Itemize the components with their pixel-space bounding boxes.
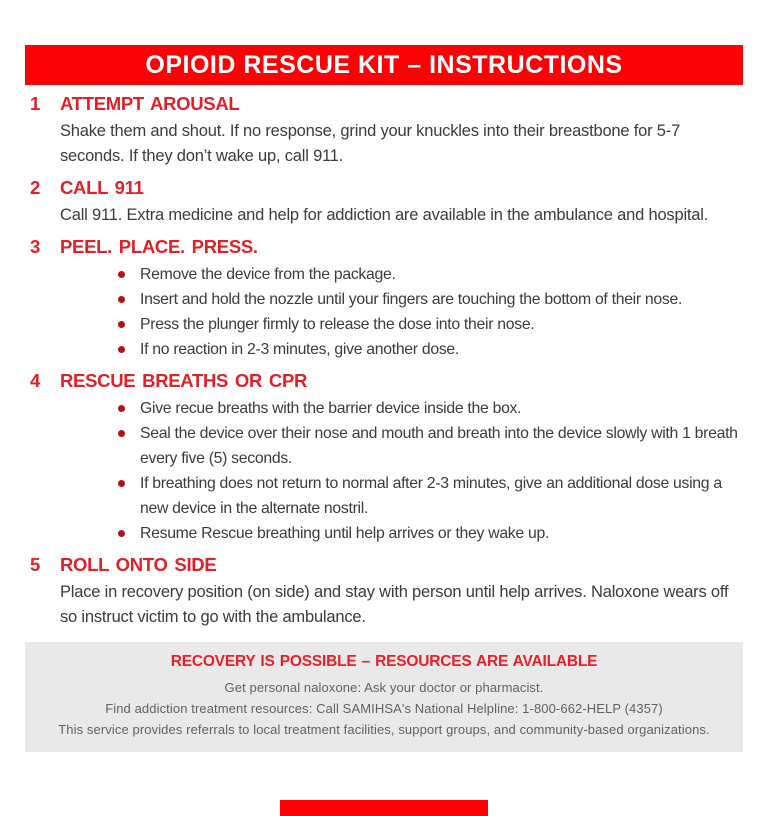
bullet-item <box>118 287 738 312</box>
resources-line: This service provides referrals to local treatment facilities, support groups, and community-based organizations. <box>58 722 710 737</box>
section-number: 5 <box>30 554 40 575</box>
bullet-item <box>118 421 738 471</box>
section-title: CALL 911 <box>60 177 144 198</box>
bullet-item-text: Give recue breaths with the barrier device inside the box. <box>140 400 522 417</box>
bullet-item-text: If breathing does not return to normal after 2-3 minutes, give an additional dose using a new device in the alternate nostril. <box>140 475 722 517</box>
bullet-item <box>118 521 738 546</box>
section-number: 4 <box>30 370 40 391</box>
document-title: OPIOID RESCUE KIT – INSTRUCTIONS <box>145 50 623 79</box>
bullet-icon <box>118 271 125 278</box>
bullet-icon <box>118 405 125 412</box>
section-heading <box>30 237 738 256</box>
resources-line: Find addiction treatment resources: Call SAMIHSA's National Helpline: 1-800-662-HELP (4357) <box>105 701 663 716</box>
section-rescue-breaths-or-cpr <box>30 371 738 546</box>
next-page-banner-sliver <box>280 800 488 816</box>
bullet-icon <box>118 296 125 303</box>
section-paragraph: Call 911. Extra medicine and help for addiction are available in the ambulance and hospital. <box>60 206 709 224</box>
bullet-icon <box>118 480 125 487</box>
bullet-item-text: Remove the device from the package. <box>140 266 396 283</box>
section-heading <box>30 94 738 113</box>
bullet-item <box>118 396 738 421</box>
bullet-item <box>118 337 738 362</box>
resources-title: RECOVERY IS POSSIBLE – RESOURCES ARE AVAILABLE <box>170 653 598 670</box>
section-title: ROLL ONTO SIDE <box>60 554 217 575</box>
bullet-list <box>30 262 738 362</box>
bullet-list <box>30 396 738 546</box>
bullet-item-text: If no reaction in 2-3 minutes, give another dose. <box>140 341 459 358</box>
section-number: 1 <box>30 93 40 114</box>
resources-box <box>25 642 743 752</box>
section-number: 3 <box>30 236 40 257</box>
section-heading <box>30 178 738 197</box>
bullet-item <box>118 471 738 521</box>
bullet-icon <box>118 346 125 353</box>
section-paragraph: Place in recovery position (on side) and stay with person until help arrives. Naloxone wears off so instruct victim to go with the ambulance. <box>60 583 729 626</box>
bullet-icon <box>118 321 125 328</box>
section-heading <box>30 555 738 574</box>
section-call-911 <box>30 178 738 228</box>
section-title: ATTEMPT AROUSAL <box>60 93 240 114</box>
bullet-item-text: Press the plunger firmly to release the dose into their nose. <box>140 316 535 333</box>
bullet-icon <box>118 530 125 537</box>
section-attempt-arousal <box>30 94 738 169</box>
bullet-icon <box>118 430 125 437</box>
bullet-item <box>118 312 738 337</box>
title-banner <box>25 45 743 85</box>
section-paragraph: Shake them and shout. If no response, grind your knuckles into their breastbone for 5-7 seconds. If they don’t wake up, call 911. <box>60 122 681 165</box>
resources-line: Get personal naloxone: Ask your doctor or pharmacist. <box>224 680 544 695</box>
section-roll-onto-side <box>30 555 738 630</box>
bullet-item-text: Seal the device over their nose and mouth and breath into the device slowly with 1 breath every five (5) seconds. <box>140 425 738 467</box>
instructions-body <box>0 94 768 630</box>
section-heading <box>30 371 738 390</box>
section-number: 2 <box>30 177 40 198</box>
section-title: RESCUE BREATHS OR CPR <box>60 370 308 391</box>
section-peel-place-press <box>30 237 738 362</box>
section-title: PEEL. PLACE. PRESS. <box>60 236 258 257</box>
bullet-item <box>118 262 738 287</box>
bullet-item-text: Insert and hold the nozzle until your fingers are touching the bottom of their nose. <box>140 291 683 308</box>
bullet-item-text: Resume Rescue breathing until help arrives or they wake up. <box>140 525 550 542</box>
